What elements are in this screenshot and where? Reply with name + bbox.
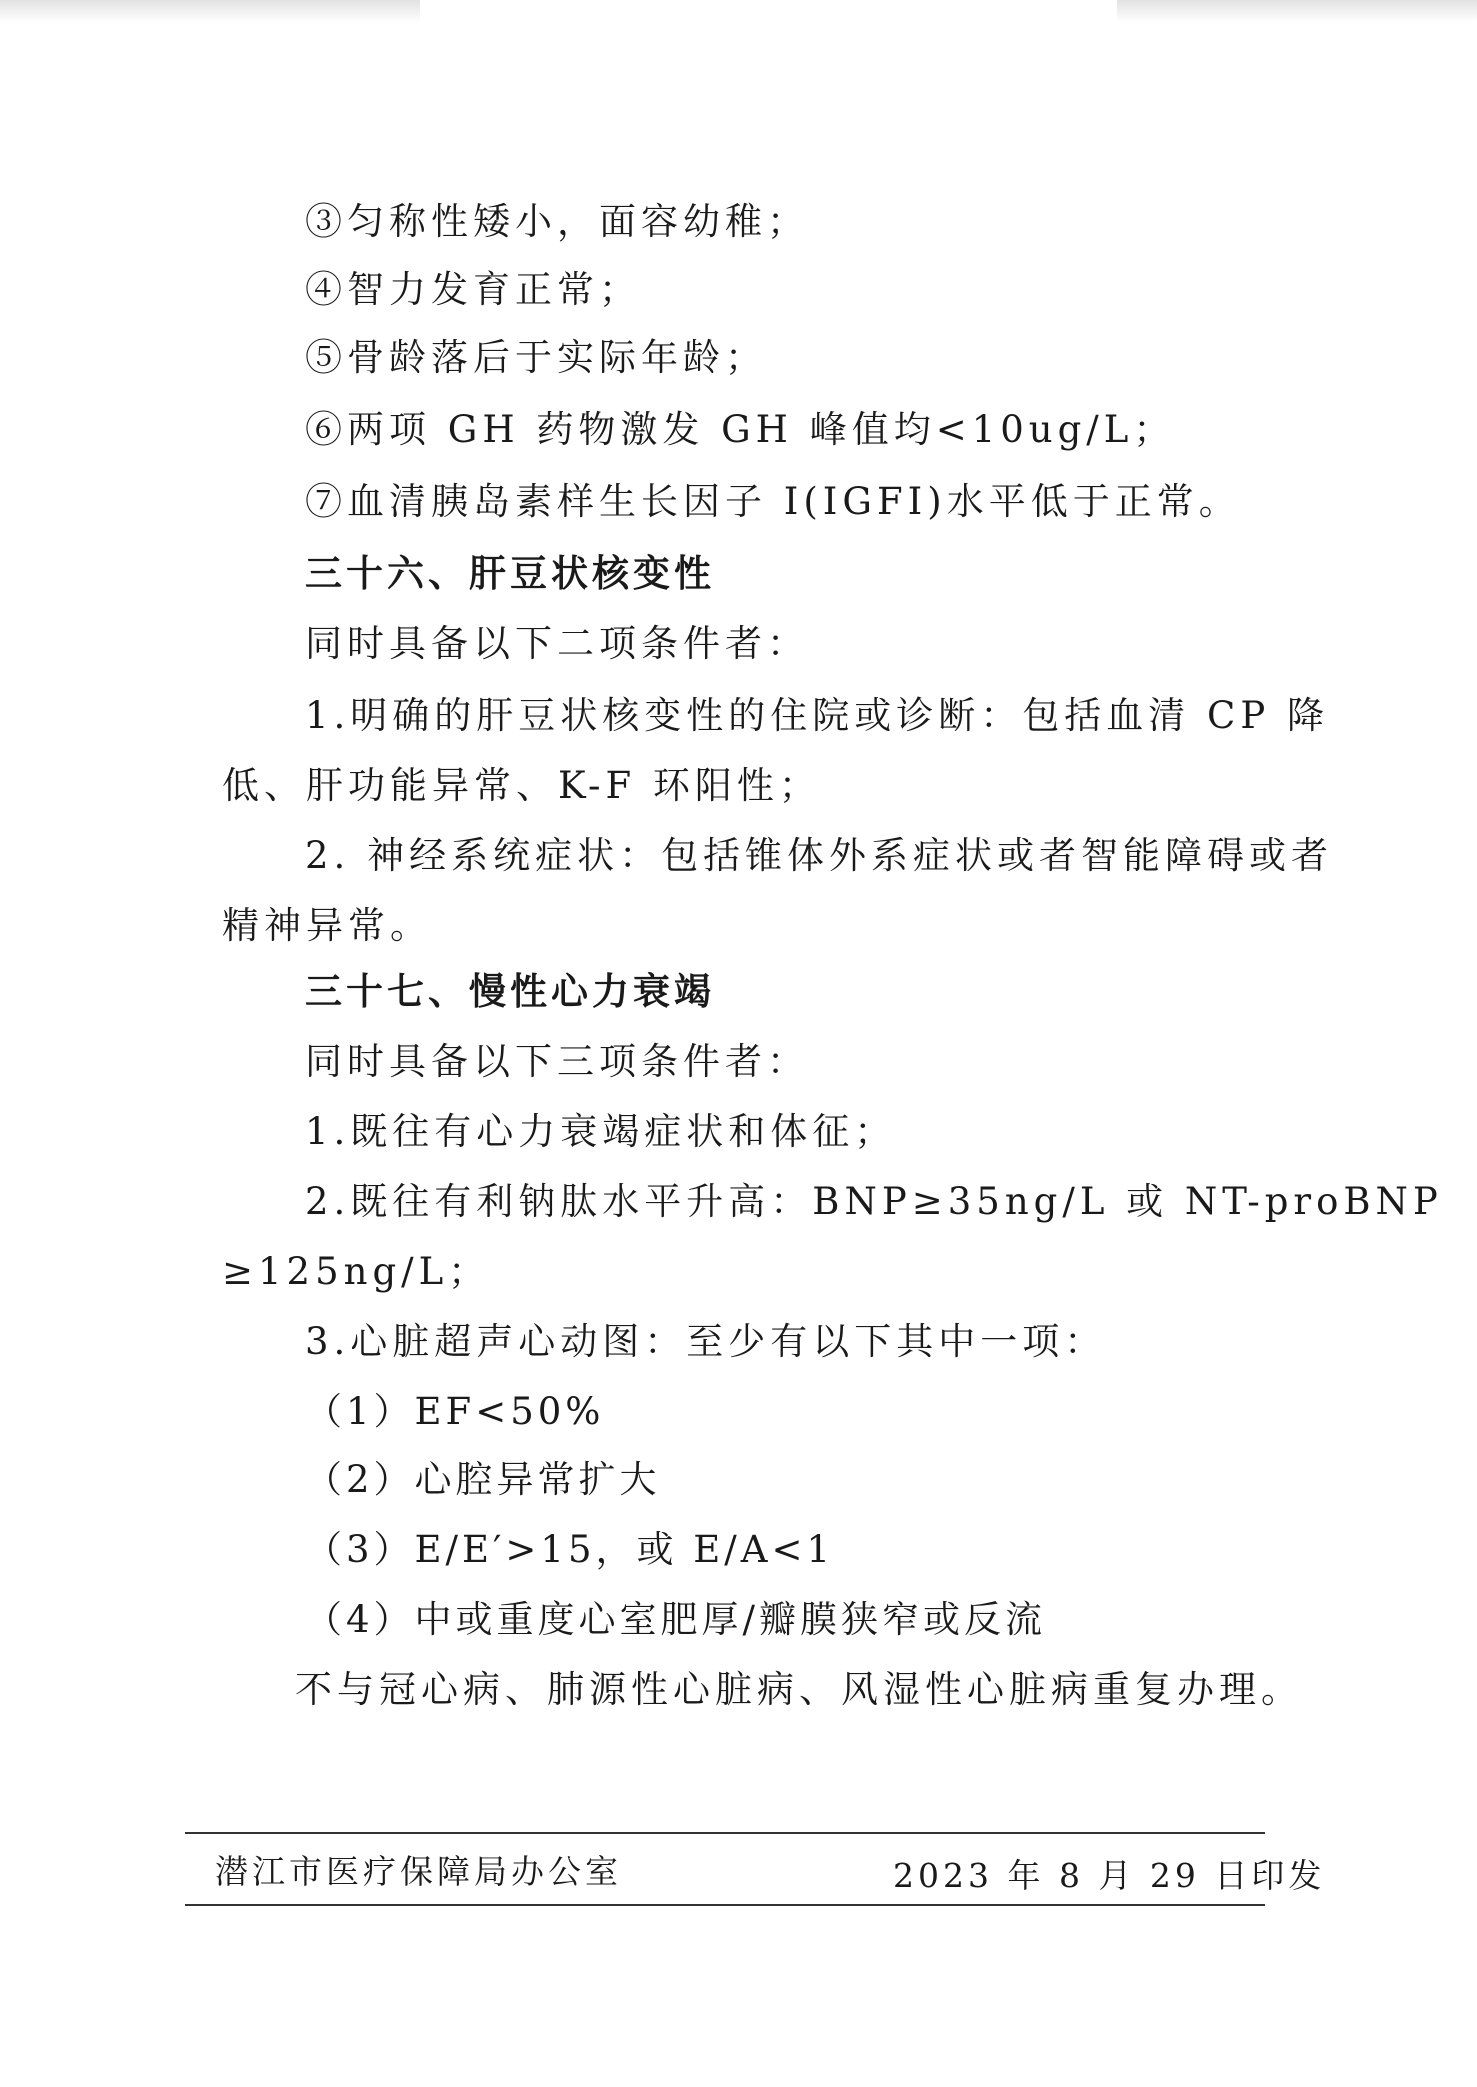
section-37-item-1: 1.既往有心力衰竭症状和体征； [305, 1110, 897, 1153]
section-36-item-1: 1.明确的肝豆状核变性的住院或诊断：包括血清 CP 降 [305, 694, 1330, 737]
criterion-6: ⑥两项 GH 药物激发 GH 峰值均<10ug/L； [305, 408, 1176, 451]
section-36-item-2-cont: 精神异常。 [222, 904, 432, 947]
section-36-item-2: 2. 神经系统症状：包括锥体外系症状或者智能障碍或者 [305, 834, 1334, 877]
footer-date: 2023 年 8 月 29 日印发 [893, 1856, 1326, 1895]
section-37-item-3: 3.心脏超声心动图：至少有以下其中一项： [305, 1320, 1107, 1363]
scan-edge-left [0, 0, 420, 22]
section-37-intro: 同时具备以下三项条件者： [305, 1040, 809, 1083]
section-heading-37: 三十七、慢性心力衰竭 [305, 970, 715, 1013]
closing-note: 不与冠心病、肺源性心脏病、风湿性心脏病重复办理。 [295, 1668, 1303, 1711]
section-heading-36: 三十六、肝豆状核变性 [305, 552, 715, 595]
sub-item-1: （1）EF<50% [305, 1390, 605, 1433]
sub-item-4: （4）中或重度心室肥厚/瓣膜狭窄或反流 [305, 1598, 1047, 1641]
criterion-3: ③匀称性矮小，面容幼稚； [305, 200, 809, 243]
section-37-item-2-cont: ≥125ng/L； [222, 1250, 491, 1293]
sub-item-3: （3）E/E′>15，或 E/A<1 [305, 1528, 835, 1571]
criterion-7: ⑦血清胰岛素样生长因子 I(IGFI)水平低于正常。 [305, 480, 1241, 523]
scan-edge-right [1117, 0, 1477, 22]
section-36-intro: 同时具备以下二项条件者： [305, 622, 809, 665]
criterion-4: ④智力发育正常； [305, 268, 641, 311]
section-37-item-2: 2.既往有利钠肽水平升高：BNP≥35ng/L 或 NT-proBNP [305, 1180, 1443, 1223]
criterion-5: ⑤骨龄落后于实际年龄； [305, 336, 767, 379]
section-36-item-1-cont: 低、肝功能异常、K-F 环阳性； [222, 764, 821, 807]
footer-top-rule [185, 1832, 1265, 1834]
footer-issuer: 潜江市医疗保障局办公室 [215, 1852, 622, 1891]
footer-bottom-rule [185, 1904, 1265, 1906]
sub-item-2: （2）心腔异常扩大 [305, 1458, 661, 1501]
